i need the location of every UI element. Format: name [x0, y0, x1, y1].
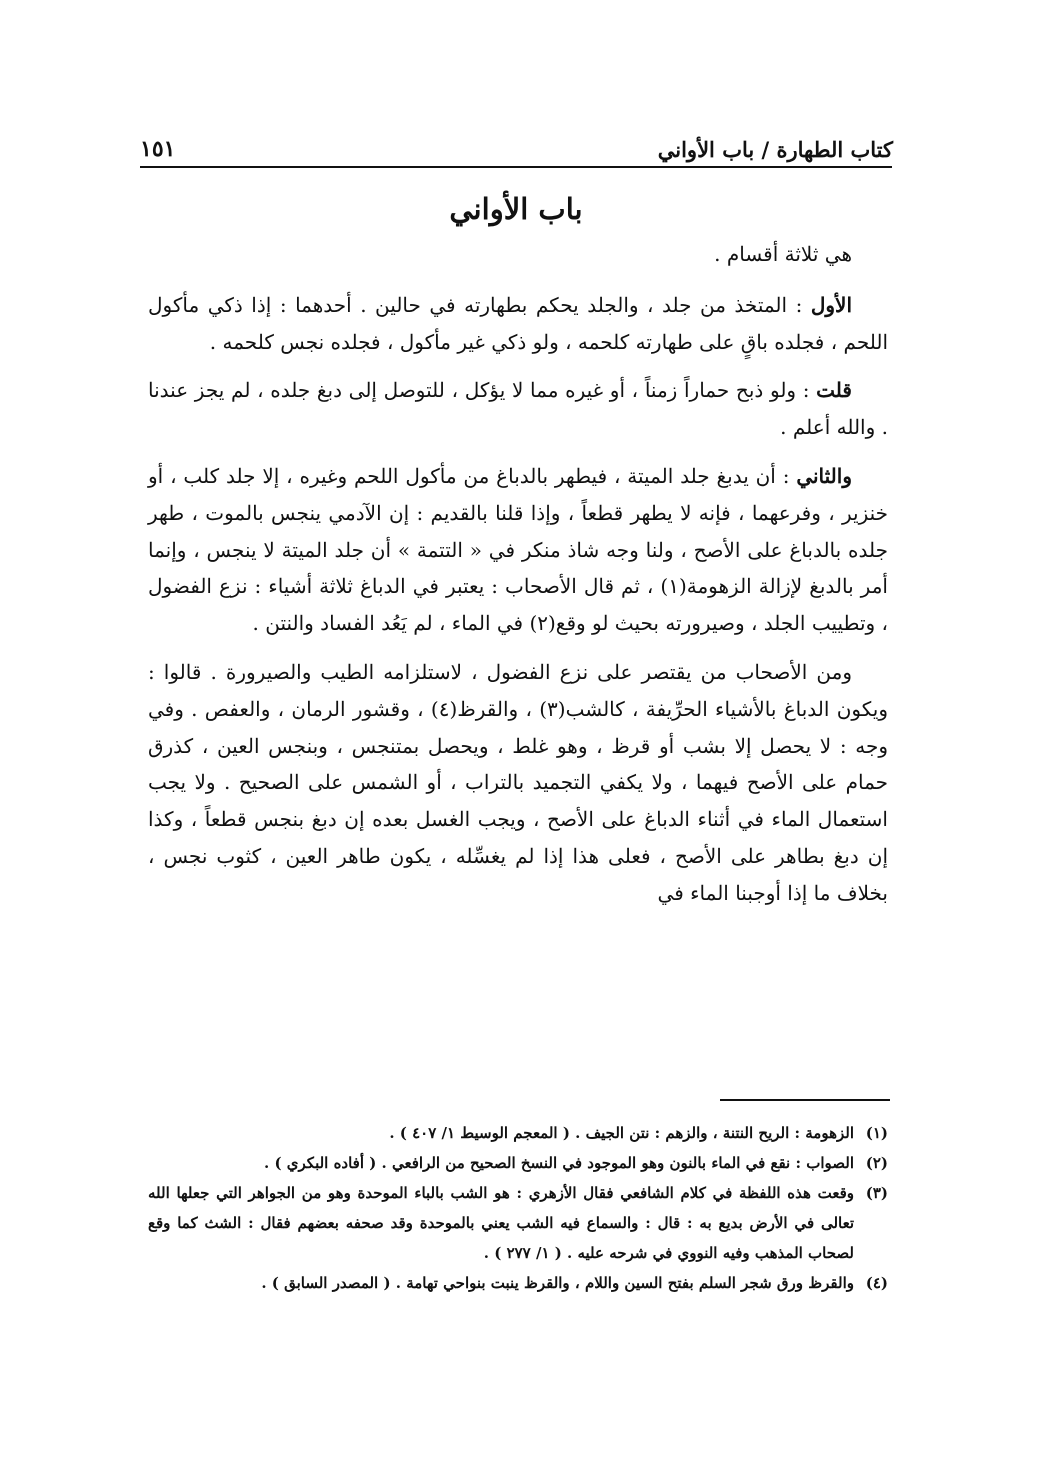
paragraph-text: : المتخذ من جلد ، والجلد يحكم بطهارته في حالين . أحدهما : إذا ذكي مأكول اللحم ، فجلده باقٍ على طهارته كلحمه ، ولو ذكي غير مأكول ، فجلده نجس كلحمه .	[148, 292, 888, 354]
footnote	[148, 1148, 888, 1178]
paragraph-first	[148, 287, 888, 361]
paragraph-lead: والثاني	[796, 463, 852, 488]
footnote-text: الصواب : نقع في الماء بالنون وهو الموجود في النسخ الصحيح من الرافعي . ( أفاده البكري ) .	[264, 1154, 854, 1172]
footnote-number: (٤)	[865, 1274, 888, 1292]
paragraph-tanning	[148, 654, 888, 912]
footnote	[148, 1178, 888, 1268]
paragraph-second	[148, 458, 888, 642]
footnote-number: (٣)	[865, 1184, 888, 1202]
paragraph-text: ومن الأصحاب من يقتصر على نزع الفضول ، لاستلزامه الطيب والصيرورة . قالوا : ويكون الدباغ بالأشياء الحرِّيفة ، كالشب(٣) ، والقرظ(٤) ، وقشور الرمان ، والعفص . وفي وجه : لا يحصل إلا بشب أو قرظ ، وهو غلط ، ويحصل بمتنجس ، وبنجس العين ، كذرق حمام على الأصح فيهما ، ولا يكفي التجميد بالتراب ، أو الشمس على الصحيح . ولا يجب استعمال الماء في أثناء الدباغ على الأصح ، ويجب الغسل بعده إن دبغ بنجس قطعاً ، وكذا إن دبغ بطاهر على الأصح ، فعلى هذا إذا لم يغسِّله ، يكون طاهر العين ، كثوب نجس ، بخلاف ما إذا أوجبنا الماء في	[148, 659, 888, 905]
paragraph-note	[148, 372, 888, 446]
paragraph-text: : ولو ذبح حماراً زمناً ، أو غيره مما لا يؤكل ، للتوصل إلى دبغ جلده ، لم يجز عندنا . والله أعلم .	[148, 378, 888, 440]
intro-paragraph: هي ثلاثة أقسام .	[714, 242, 852, 266]
running-title: كتاب الطهارة / باب الأواني	[657, 137, 893, 162]
footnotes	[148, 1118, 888, 1298]
paragraph-text: : أن يدبغ جلد الميتة ، فيطهر بالدباغ من مأكول اللحم وغيره ، إلا جلد كلب ، أو خنزير ، وفرعهما ، فإنه لا يطهر قطعاً ، وإذا قلنا بالقديم : إن الآدمي ينجس بالموت ، طهر جلده بالدباغ على الأصح ، ولنا وجه شاذ منكر في « التتمة » أن جلد الميتة لا ينجس ، وإنما أمر بالدبغ لإزالة الزهومة(١) ، ثم قال الأصحاب : يعتبر في الدباغ ثلاثة أشياء : نزع الفضول ، وتطييب الجلد ، وصيرورته بحيث لو وقع(٢) في الماء ، لم يَعُد الفساد والنتن .	[148, 463, 888, 636]
body-text	[148, 236, 888, 924]
page-header	[140, 116, 893, 162]
chapter-title: باب الأواني	[449, 192, 583, 226]
footnote-text: والقرظ ورق شجر السلم بفتح السين واللام ، والقرظ ينبت بنواحي تهامة . ( المصدر السابق ) .	[261, 1274, 854, 1292]
page-number: ١٥١	[140, 136, 176, 162]
paragraph-lead: قلت	[816, 378, 852, 403]
footnote	[148, 1268, 888, 1298]
footnote-text: الزهومة : الريح النتنة ، والزهم : نتن الجيف . ( المعجم الوسيط ١/ ٤٠٧ ) .	[389, 1124, 854, 1142]
paragraph-lead: الأول	[810, 292, 852, 317]
footnote-number: (٢)	[865, 1154, 888, 1172]
header-rule	[140, 166, 892, 168]
footnote-rule	[720, 1099, 890, 1101]
footnote	[148, 1118, 888, 1148]
footnote-number: (١)	[865, 1124, 888, 1142]
footnote-text: وقعت هذه اللفظة في كلام الشافعي فقال الأزهري : هو الشب بالباء الموحدة وهو من الجواهر التي جعلها الله تعالى في الأرض بديع به : قال : والسماع فيه الشب يعني بالموحدة وقد صحفه بعضهم فقال : الشث كما وقع لصحاب المذهب وفيه النووي في شرحه عليه . ( ١/ ٢٧٧ ) .	[148, 1184, 855, 1262]
